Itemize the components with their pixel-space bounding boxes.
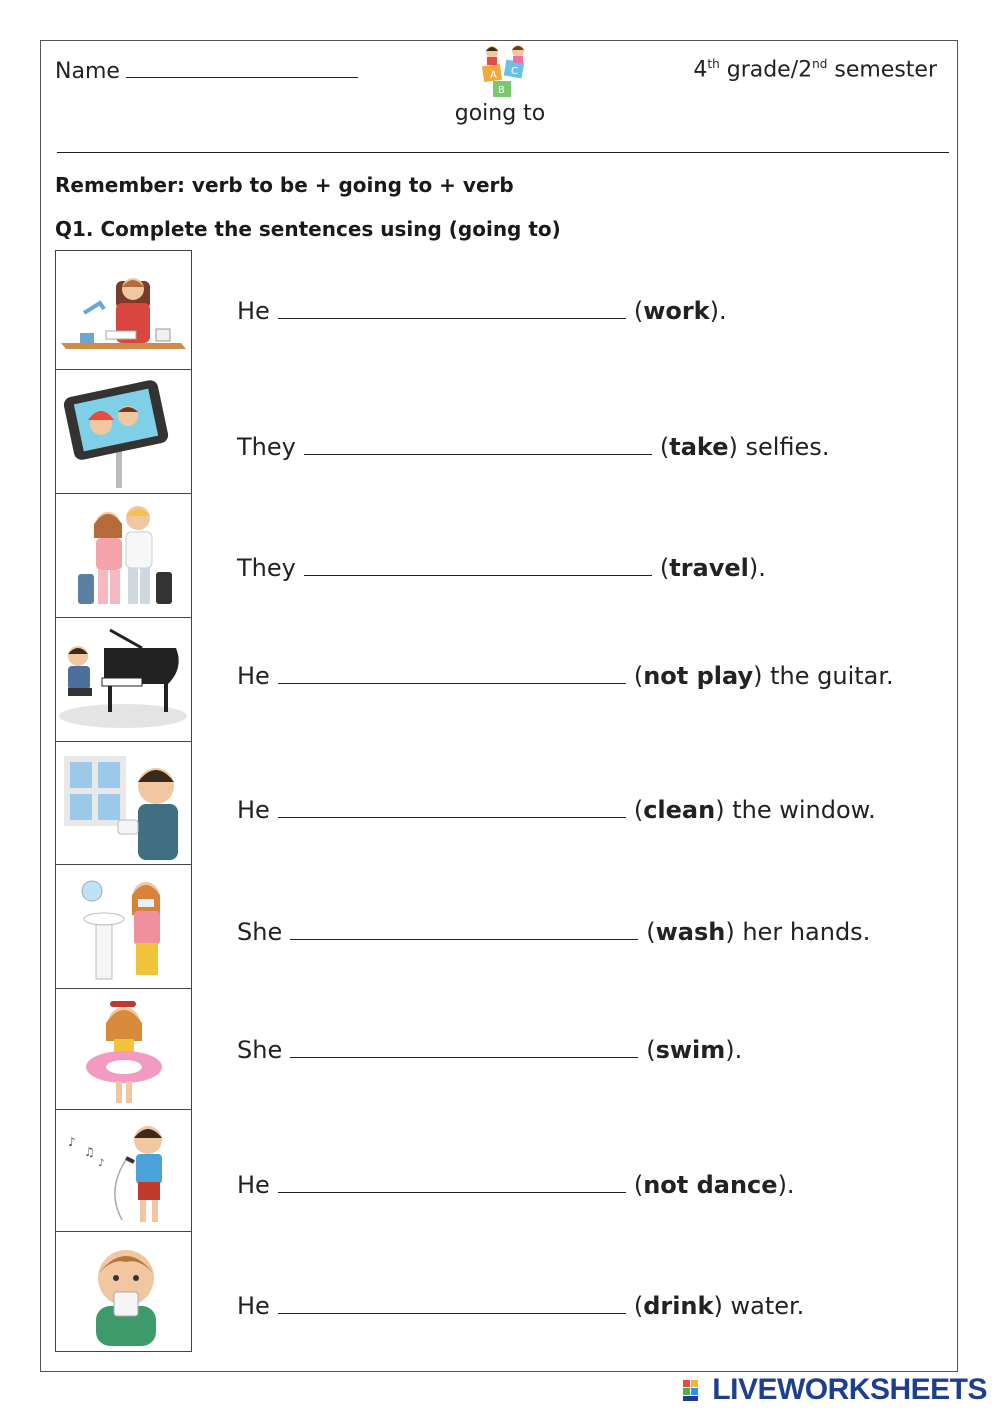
verb-hint: take — [669, 433, 729, 461]
girl-swim-ring-icon — [55, 988, 192, 1109]
sentence-7 — [237, 1035, 742, 1064]
answer-blank[interactable] — [278, 296, 626, 319]
paren-close: ). — [748, 554, 766, 582]
sentence-subject: He — [237, 297, 270, 325]
liveworksheets-logo-icon — [682, 1377, 708, 1403]
paren-open: ( — [633, 1292, 644, 1320]
svg-text:♫: ♫ — [84, 1145, 95, 1159]
boy-drinking-icon — [55, 1231, 192, 1352]
answer-blank[interactable] — [304, 432, 652, 455]
paren-close: ). — [725, 1036, 743, 1064]
paren-close: ) — [715, 796, 725, 824]
sentence-subject: She — [237, 1036, 283, 1064]
verb-hint: drink — [643, 1292, 714, 1320]
worksheet-title: going to — [454, 101, 546, 126]
answer-blank[interactable] — [278, 1170, 626, 1193]
selfie-phone-icon — [55, 369, 192, 493]
sentence-6 — [237, 917, 870, 946]
sentence-3 — [237, 553, 766, 582]
verb-hint: clean — [643, 796, 716, 824]
brand-name: LIVEWORKSHEETS — [712, 1373, 987, 1406]
answer-blank[interactable] — [278, 1291, 626, 1314]
liveworksheets-footer — [682, 1372, 987, 1408]
paren-close: ) — [753, 662, 763, 690]
sentence-rest: the guitar. — [762, 662, 894, 690]
illustration-column — [55, 250, 192, 1352]
name-label: Name — [55, 59, 120, 84]
paren-open: ( — [659, 554, 670, 582]
verb-hint: swim — [655, 1036, 726, 1064]
sentence-rest: water. — [722, 1292, 805, 1320]
semester-sup: nd — [812, 57, 828, 71]
paren-open: ( — [633, 796, 644, 824]
verb-hint: not play — [643, 662, 754, 690]
sentence-subject: He — [237, 1171, 270, 1199]
svg-text:♪: ♪ — [68, 1135, 76, 1149]
paren-close: ) — [728, 433, 738, 461]
paren-open: ( — [633, 1171, 644, 1199]
sentence-1 — [237, 296, 727, 325]
name-blank[interactable] — [126, 57, 358, 78]
svg-text:♪: ♪ — [98, 1158, 105, 1169]
paren-open: ( — [633, 297, 644, 325]
answer-blank[interactable] — [290, 917, 638, 940]
grade-semester — [693, 57, 937, 82]
name-field — [55, 57, 358, 84]
sentence-2 — [237, 432, 829, 461]
question-title: Q1. Complete the sentences using (going to) — [55, 217, 561, 241]
sentence-rest: selfies. — [737, 433, 830, 461]
header-divider — [57, 152, 949, 153]
sentence-4 — [237, 661, 894, 690]
sentence-rest: her hands. — [734, 918, 871, 946]
logo-letter-b: B — [498, 85, 505, 96]
logo-letter-a: A — [490, 70, 497, 81]
worksheet — [40, 40, 958, 1372]
paren-open: ( — [646, 918, 656, 946]
paren-close: ) — [725, 918, 735, 946]
answer-blank[interactable] — [278, 661, 626, 684]
sentence-9 — [237, 1291, 804, 1320]
sentence-subject: They — [237, 433, 296, 461]
man-working-desk-icon — [55, 250, 192, 369]
sentence-8 — [237, 1170, 795, 1199]
paren-open: ( — [633, 662, 644, 690]
boy-singing-icon — [55, 1109, 192, 1231]
answer-blank[interactable] — [278, 795, 626, 818]
logo-letter-c: C — [511, 66, 518, 77]
verb-hint: wash — [655, 918, 726, 946]
sentence-subject: He — [237, 662, 270, 690]
couple-travel-icon — [55, 493, 192, 617]
boy-piano-icon — [55, 617, 192, 741]
sentence-subject: He — [237, 1292, 270, 1320]
girl-washing-hands-icon — [55, 864, 192, 988]
grade-sup: th — [707, 57, 720, 71]
grade-number: 4 — [693, 57, 708, 83]
sentence-subject: They — [237, 554, 296, 582]
paren-close: ). — [709, 297, 727, 325]
answer-blank[interactable] — [304, 553, 652, 576]
verb-hint: work — [643, 297, 710, 325]
answer-blank[interactable] — [290, 1035, 638, 1058]
verb-hint: not dance — [643, 1171, 778, 1199]
grade-label: grade/2 — [719, 57, 813, 83]
paren-open: ( — [646, 1036, 656, 1064]
verb-hint: travel — [669, 554, 749, 582]
sentence-5 — [237, 795, 876, 824]
kids-abc-blocks-icon — [475, 43, 535, 101]
sentence-subject: He — [237, 796, 270, 824]
semester-label: semester — [827, 57, 937, 83]
remember-rule: Remember: verb to be + going to + verb — [55, 173, 514, 197]
sentence-rest: the window. — [724, 796, 876, 824]
sentence-subject: She — [237, 918, 283, 946]
paren-close: ) — [713, 1292, 723, 1320]
boy-cleaning-window-icon — [55, 741, 192, 864]
paren-close: ). — [777, 1171, 795, 1199]
paren-open: ( — [659, 433, 670, 461]
